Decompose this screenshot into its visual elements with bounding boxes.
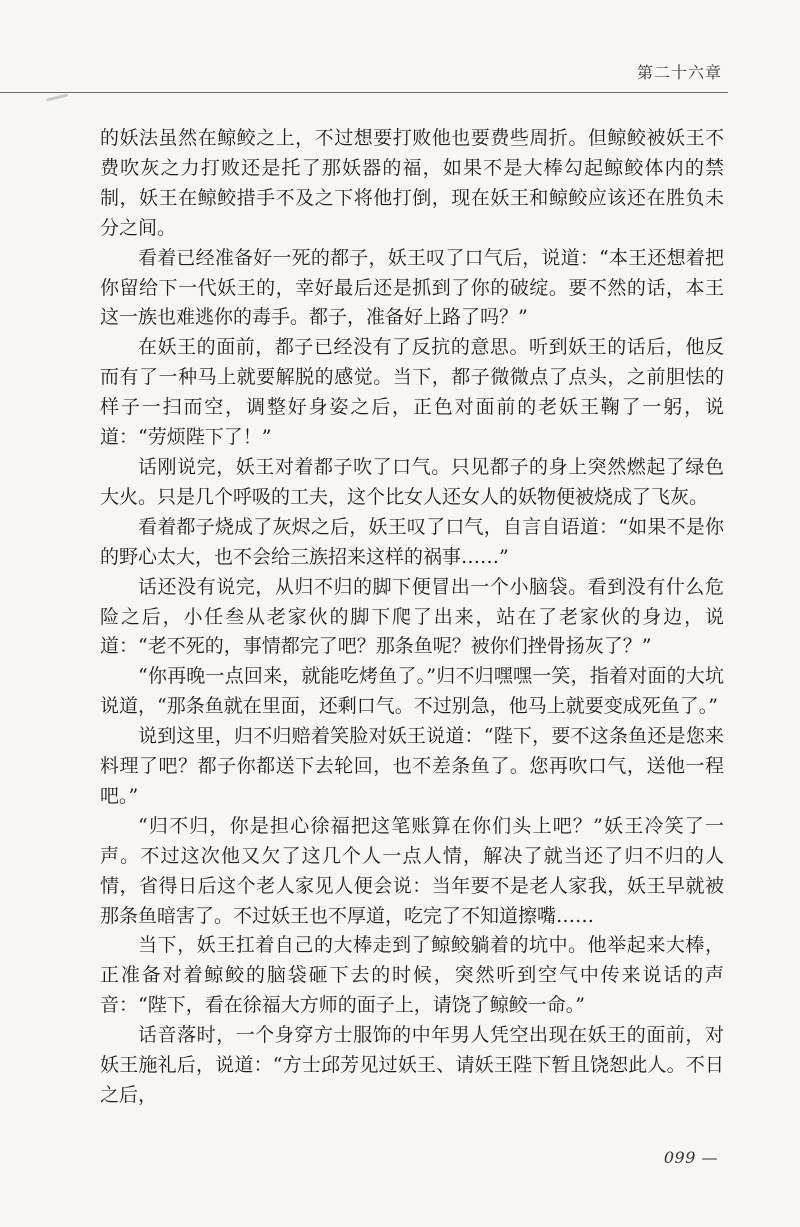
paragraph: 话刚说完，妖王对着都子吹了口气。只见都子的身上突然燃起了绿色大火。只是几个呼吸的工夫，这个比女人还女人的妖物便被烧成了飞灰。 bbox=[100, 455, 724, 508]
paragraph: 看着已经准备好一死的都子，妖王叹了口气后，说道：“本王还想着把你留给下一代妖王的，幸好最后还是抓到了你的破绽。要不然的话，本王这一族也难逃你的毒手。都子，准备好上路了吗？” bbox=[100, 246, 724, 329]
header-rule bbox=[0, 92, 728, 93]
scan-speck bbox=[46, 93, 68, 101]
paragraph: “归不归，你是担心徐福把这笔账算在你们头上吧？”妖王冷笑了一声。不过这次他又欠了这几个人一点人情，解决了就当还了归不归的人情，省得日后这个老人家见人便会说：当年要不是老人家我，妖王早就被那条鱼暗害了。不过妖王也不厚道，吃完了不知道擦嘴…… bbox=[100, 814, 724, 927]
paragraph: “你再晚一点回来，就能吃烤鱼了。”归不归嘿嘿一笑，指着对面的大坑说道，“那条鱼就在里面，还剩口气。不过别急，他马上就要变成死鱼了。” bbox=[100, 665, 724, 718]
running-header-chapter: 第二十六章 bbox=[636, 63, 722, 82]
paragraph: 话还没有说完，从归不归的脚下便冒出一个小脑袋。看到没有什么危险之后，小任叁从老家伙的脚下爬了出来，站在了老家伙的身边，说道：“老不死的，事情都完了吧？那条鱼呢？被你们挫骨扬灰了？” bbox=[100, 575, 724, 658]
paragraph: 的妖法虽然在鲸鲛之上，不过想要打败他也要费些周折。但鲸鲛被妖王不费吹灰之力打败还是托了那妖器的福，如果不是大棒勾起鲸鲛体内的禁制，妖王在鲸鲛措手不及之下将他打倒，现在妖王和鲸鲛应该还在胜负未分之间。 bbox=[100, 127, 724, 239]
body-text bbox=[100, 124, 724, 1111]
paragraph: 在妖王的面前，都子已经没有了反抗的意思。听到妖王的话后，他反而有了一种马上就要解脱的感觉。当下，都子微微点了点头，之前胆怯的样子一扫而空，调整好身姿之后，正色对面前的老妖王鞠了一躬，说道：“劳烦陛下了！” bbox=[100, 336, 724, 449]
paragraph: 看着都子烧成了灰烬之后，妖王叹了口气，自言自语道：“如果不是你的野心太大，也不会给三族招来这样的祸事……” bbox=[100, 515, 724, 568]
paragraph: 话音落时，一个身穿方士服饰的中年男人凭空出现在妖王的面前，对妖王施礼后，说道：“方士邱芳见过妖王、请妖王陛下暂且饶恕此人。不日之后， bbox=[100, 1024, 724, 1106]
page-number: 099 — bbox=[663, 1148, 718, 1167]
paragraph: 当下，妖王扛着自己的大棒走到了鲸鲛躺着的坑中。他举起来大棒，正准备对着鲸鲛的脑袋砸下去的时候，突然听到空气中传来说话的声音：“陛下，看在徐福大方师的面子上，请饶了鲸鲛一命。” bbox=[100, 934, 724, 1017]
paragraph: 说到这里，归不归赔着笑脸对妖王说道：“陛下，要不这条鱼还是您来料理了吧？都子你都送下去轮回，也不差条鱼了。您再吹口气，送他一程吧。” bbox=[100, 725, 724, 807]
